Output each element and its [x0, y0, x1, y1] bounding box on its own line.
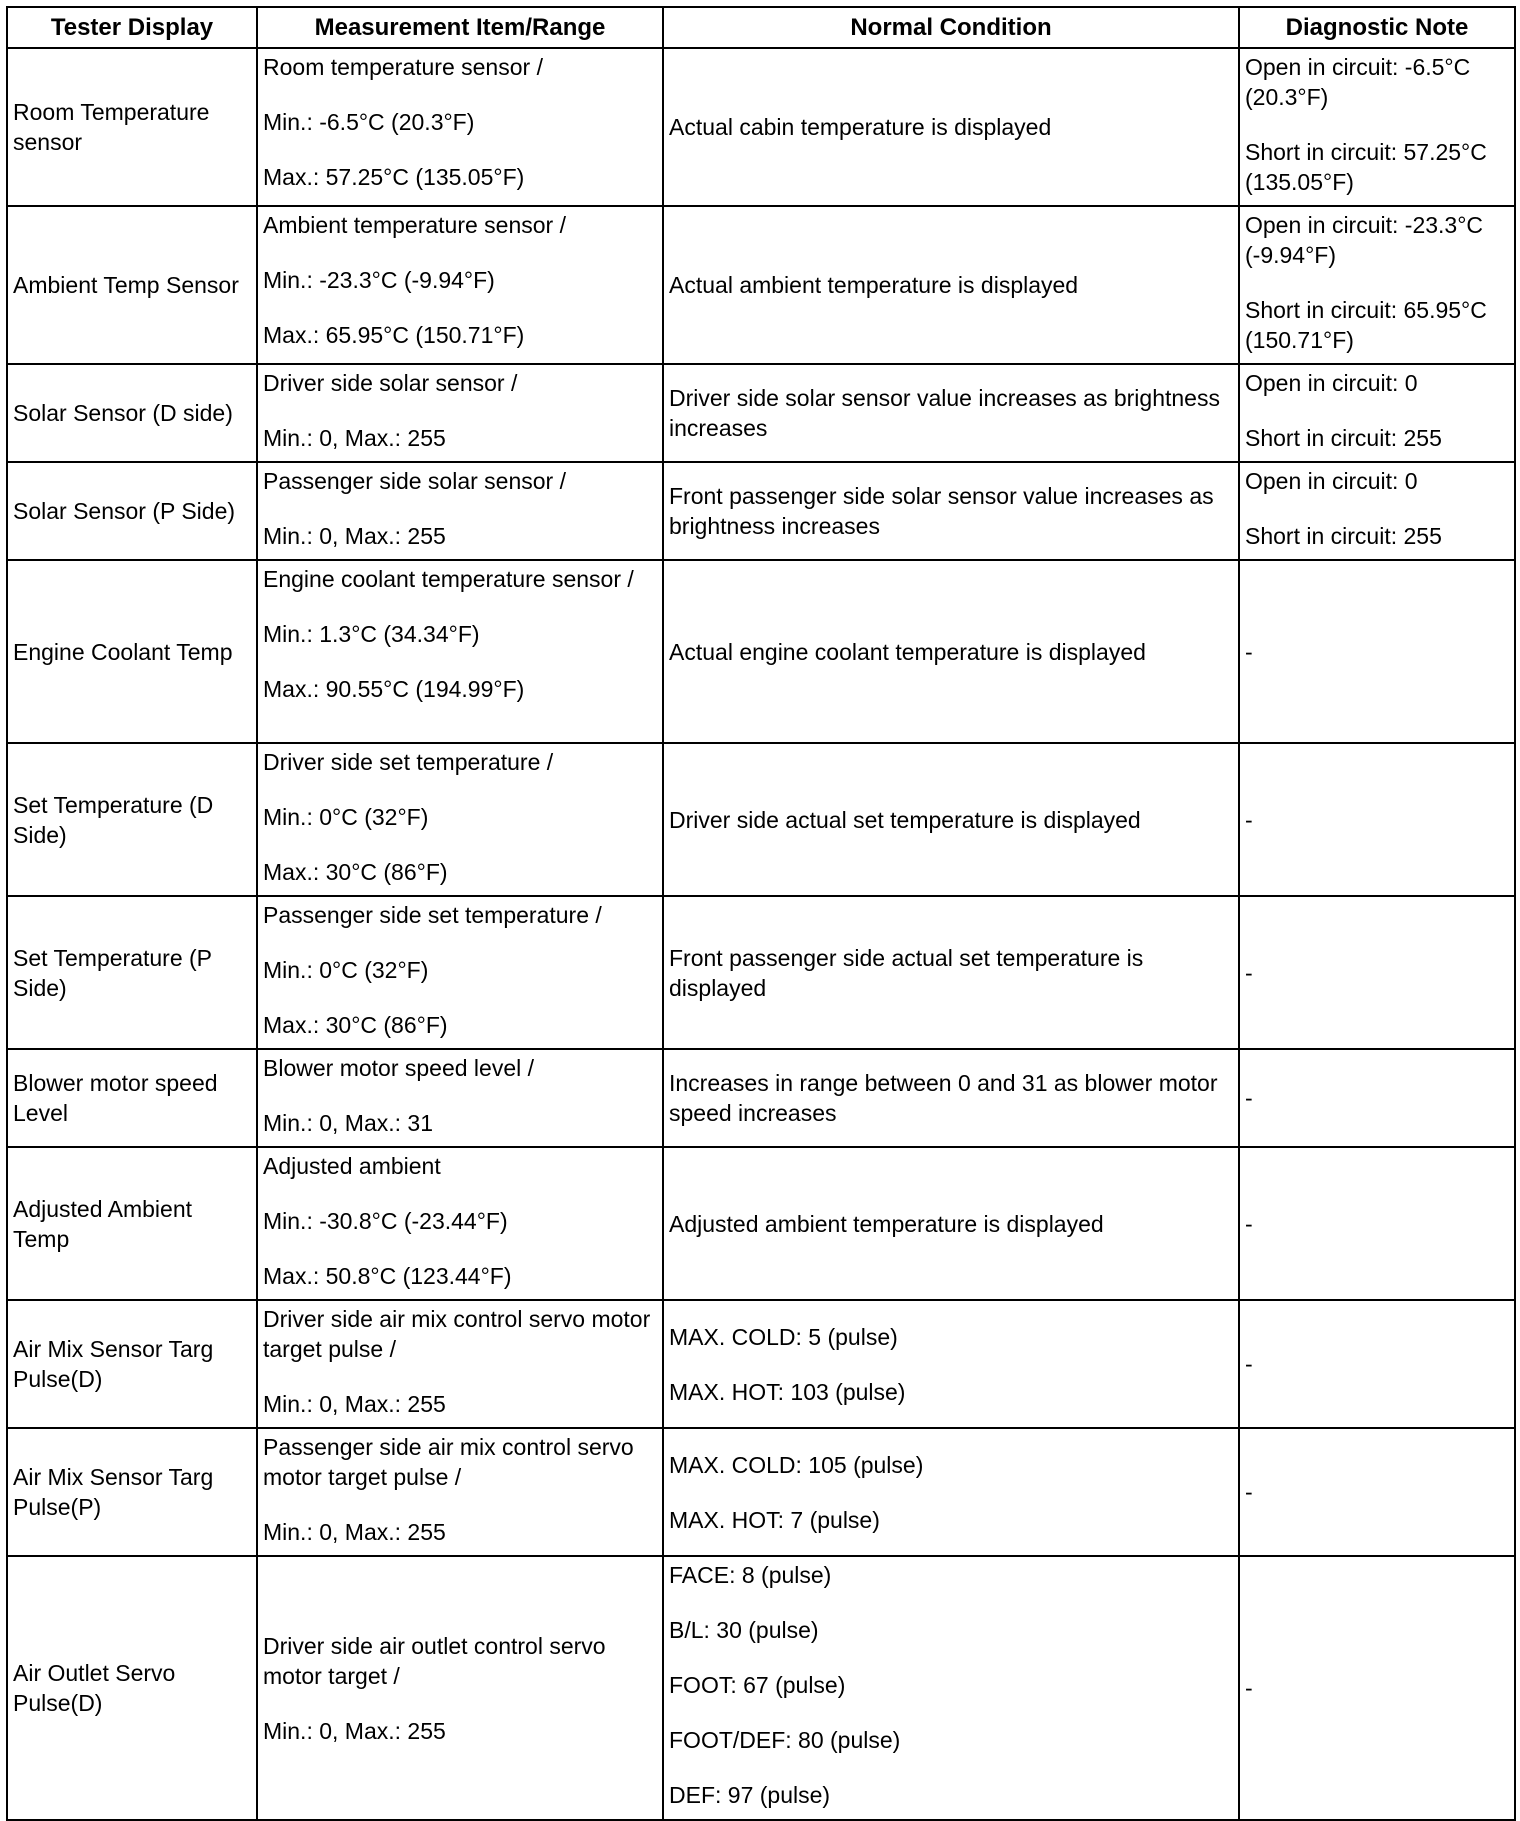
normal-condition-line: FOOT/DEF: 80 (pulse): [669, 1727, 901, 1753]
measurement-line: Max.: 90.55°C (194.99°F): [263, 676, 525, 702]
normal-condition-cell: [663, 896, 1239, 1049]
measurement-line: Driver side set temperature /: [263, 749, 554, 775]
diagnostic-note-line: Short in circuit: 255: [1245, 425, 1442, 451]
diagnostic-note-line: Open in circuit: -6.5°C (20.3°F): [1245, 54, 1471, 110]
normal-condition-line: Front passenger side solar sensor value increases as brightness increases: [669, 483, 1214, 539]
normal-condition-line: B/L: 30 (pulse): [669, 1617, 819, 1643]
tester-display-cell: Engine Coolant Temp: [7, 560, 257, 743]
normal-condition-cell: [663, 1556, 1239, 1820]
measurement-line: Passenger side air mix control servo motor target pulse /: [263, 1434, 634, 1490]
measurement-cell: [257, 1300, 663, 1428]
normal-condition-cell: [663, 48, 1239, 206]
measurement-line: Driver side air mix control servo motor target pulse /: [263, 1306, 651, 1362]
diagnostic-note-line: -: [1245, 959, 1253, 986]
measurement-line: Passenger side solar sensor /: [263, 468, 566, 494]
normal-condition-line: Actual ambient temperature is displayed: [669, 272, 1079, 298]
tester-display-cell: Solar Sensor (D side): [7, 364, 257, 462]
tester-display-cell: Adjusted Ambient Temp: [7, 1147, 257, 1300]
header-measurement-item: Measurement Item/Range: [257, 7, 663, 48]
diagnostic-note-cell: [1239, 1556, 1515, 1820]
diagnostic-note-line: Open in circuit: -23.3°C (-9.94°F): [1245, 212, 1484, 268]
measurement-line: Min.: 0, Max.: 31: [263, 1110, 434, 1136]
measurement-line: Max.: 30°C (86°F): [263, 859, 448, 885]
tester-display-cell: Solar Sensor (P Side): [7, 462, 257, 560]
diagnostic-note-cell: [1239, 364, 1515, 462]
diagnostic-note-line: Open in circuit: 0: [1245, 370, 1418, 396]
tester-display-cell: Air Mix Sensor Targ Pulse(D): [7, 1300, 257, 1428]
tester-display-cell: Room Temperature sensor: [7, 48, 257, 206]
diagnostic-note-line: -: [1245, 1085, 1253, 1111]
measurement-line: Min.: 0, Max.: 255: [263, 523, 446, 549]
normal-condition-line: Actual cabin temperature is displayed: [669, 114, 1052, 140]
normal-condition-line: MAX. HOT: 103 (pulse): [669, 1378, 906, 1405]
measurement-line: Blower motor speed level /: [263, 1055, 535, 1081]
measurement-cell: [257, 364, 663, 462]
normal-condition-line: Driver side solar sensor value increases as brightness increases: [669, 385, 1220, 441]
measurement-line: Min.: -6.5°C (20.3°F): [263, 109, 475, 135]
measurement-line: Min.: 0°C (32°F): [263, 804, 429, 830]
tester-display-cell: Set Temperature (D Side): [7, 743, 257, 896]
measurement-line: Min.: 0, Max.: 255: [263, 1717, 446, 1744]
diagnostic-note-line: -: [1245, 1210, 1253, 1237]
header-tester-display: Tester Display: [7, 7, 257, 48]
measurement-line: Ambient temperature sensor /: [263, 212, 566, 238]
header-normal-condition: Normal Condition: [663, 7, 1239, 48]
measurement-cell: [257, 743, 663, 896]
measurement-line: Max.: 30°C (86°F): [263, 1012, 448, 1038]
measurement-cell: [257, 1049, 663, 1147]
diagnostic-note-cell: [1239, 462, 1515, 560]
diagnostic-data-table: [6, 6, 1516, 1821]
table-row: [7, 1147, 1515, 1300]
diagnostic-note-cell: [1239, 1300, 1515, 1428]
diagnostic-note-cell: [1239, 896, 1515, 1049]
header-diagnostic-note: Diagnostic Note: [1239, 7, 1515, 48]
normal-condition-cell: [663, 560, 1239, 743]
measurement-line: Adjusted ambient: [263, 1153, 441, 1179]
measurement-cell: [257, 1147, 663, 1300]
diagnostic-note-line: -: [1245, 1351, 1253, 1377]
diagnostic-note-cell: [1239, 743, 1515, 896]
diagnostic-note-line: Short in circuit: 255: [1245, 523, 1442, 549]
normal-condition-line: Actual engine coolant temperature is displayed: [669, 638, 1146, 665]
normal-condition-line: DEF: 97 (pulse): [669, 1782, 831, 1808]
measurement-line: Driver side solar sensor /: [263, 370, 518, 396]
measurement-line: Passenger side set temperature /: [263, 902, 602, 928]
table-row: [7, 896, 1515, 1049]
normal-condition-cell: [663, 1300, 1239, 1428]
table-row: [7, 743, 1515, 896]
measurement-line: Min.: 0, Max.: 255: [263, 1519, 446, 1545]
measurement-line: Min.: 1.3°C (34.34°F): [263, 621, 480, 647]
table-header-row: [7, 7, 1515, 48]
diagnostic-note-cell: [1239, 560, 1515, 743]
measurement-line: Max.: 50.8°C (123.44°F): [263, 1263, 512, 1289]
measurement-line: Min.: 0, Max.: 255: [263, 1391, 446, 1417]
measurement-cell: [257, 462, 663, 560]
normal-condition-line: Front passenger side actual set temperature is displayed: [669, 944, 1144, 1001]
tester-display-cell: Air Outlet Servo Pulse(D): [7, 1556, 257, 1820]
tester-display-cell: Blower motor speed Level: [7, 1049, 257, 1147]
table-row: [7, 1428, 1515, 1556]
tester-display-cell: Ambient Temp Sensor: [7, 206, 257, 364]
table-row: [7, 1556, 1515, 1820]
normal-condition-line: Increases in range between 0 and 31 as blower motor speed increases: [669, 1070, 1218, 1126]
measurement-line: Max.: 65.95°C (150.71°F): [263, 322, 525, 348]
measurement-cell: [257, 1556, 663, 1820]
normal-condition-line: MAX. HOT: 7 (pulse): [669, 1506, 880, 1533]
normal-condition-line: Driver side actual set temperature is displayed: [669, 806, 1141, 833]
diagnostic-note-cell: [1239, 1049, 1515, 1147]
normal-condition-cell: [663, 743, 1239, 896]
normal-condition-line: FOOT: 67 (pulse): [669, 1672, 846, 1698]
measurement-cell: [257, 896, 663, 1049]
measurement-line: Driver side air outlet control servo motor target /: [263, 1632, 606, 1689]
diagnostic-note-line: Short in circuit: 65.95°C (150.71°F): [1245, 297, 1487, 353]
diagnostic-note-cell: [1239, 206, 1515, 364]
normal-condition-line: MAX. COLD: 105 (pulse): [669, 1451, 924, 1478]
measurement-cell: [257, 206, 663, 364]
diagnostic-note-cell: [1239, 48, 1515, 206]
normal-condition-line: FACE: 8 (pulse): [669, 1562, 832, 1588]
tester-display-cell: Air Mix Sensor Targ Pulse(P): [7, 1428, 257, 1556]
diagnostic-note-cell: [1239, 1147, 1515, 1300]
normal-condition-cell: [663, 1147, 1239, 1300]
table-row: [7, 364, 1515, 462]
measurement-cell: [257, 560, 663, 743]
diagnostic-note-line: -: [1245, 1479, 1253, 1505]
normal-condition-cell: [663, 462, 1239, 560]
table-row: [7, 206, 1515, 364]
table-row: [7, 48, 1515, 206]
measurement-line: Min.: 0°C (32°F): [263, 957, 429, 983]
normal-condition-cell: [663, 1428, 1239, 1556]
tester-display-cell: Set Temperature (P Side): [7, 896, 257, 1049]
diagnostic-note-line: Short in circuit: 57.25°C (135.05°F): [1245, 139, 1487, 195]
normal-condition-line: Adjusted ambient temperature is displayed: [669, 1210, 1104, 1237]
normal-condition-cell: [663, 206, 1239, 364]
table-row: [7, 1300, 1515, 1428]
normal-condition-line: MAX. COLD: 5 (pulse): [669, 1323, 898, 1350]
diagnostic-note-line: -: [1245, 806, 1253, 833]
diagnostic-note-line: -: [1245, 1675, 1253, 1701]
measurement-cell: [257, 1428, 663, 1556]
table-row: [7, 560, 1515, 743]
measurement-line: Min.: 0, Max.: 255: [263, 425, 446, 451]
normal-condition-cell: [663, 364, 1239, 462]
measurement-line: Engine coolant temperature sensor /: [263, 566, 634, 592]
normal-condition-cell: [663, 1049, 1239, 1147]
table-row: [7, 462, 1515, 560]
diagnostic-note-line: -: [1245, 638, 1253, 665]
measurement-line: Max.: 57.25°C (135.05°F): [263, 164, 525, 190]
table-row: [7, 1049, 1515, 1147]
measurement-line: Min.: -23.3°C (-9.94°F): [263, 267, 495, 293]
diagnostic-note-cell: [1239, 1428, 1515, 1556]
diagnostic-note-line: Open in circuit: 0: [1245, 468, 1418, 494]
measurement-line: Min.: -30.8°C (-23.44°F): [263, 1208, 508, 1234]
measurement-cell: [257, 48, 663, 206]
measurement-line: Room temperature sensor /: [263, 54, 543, 80]
